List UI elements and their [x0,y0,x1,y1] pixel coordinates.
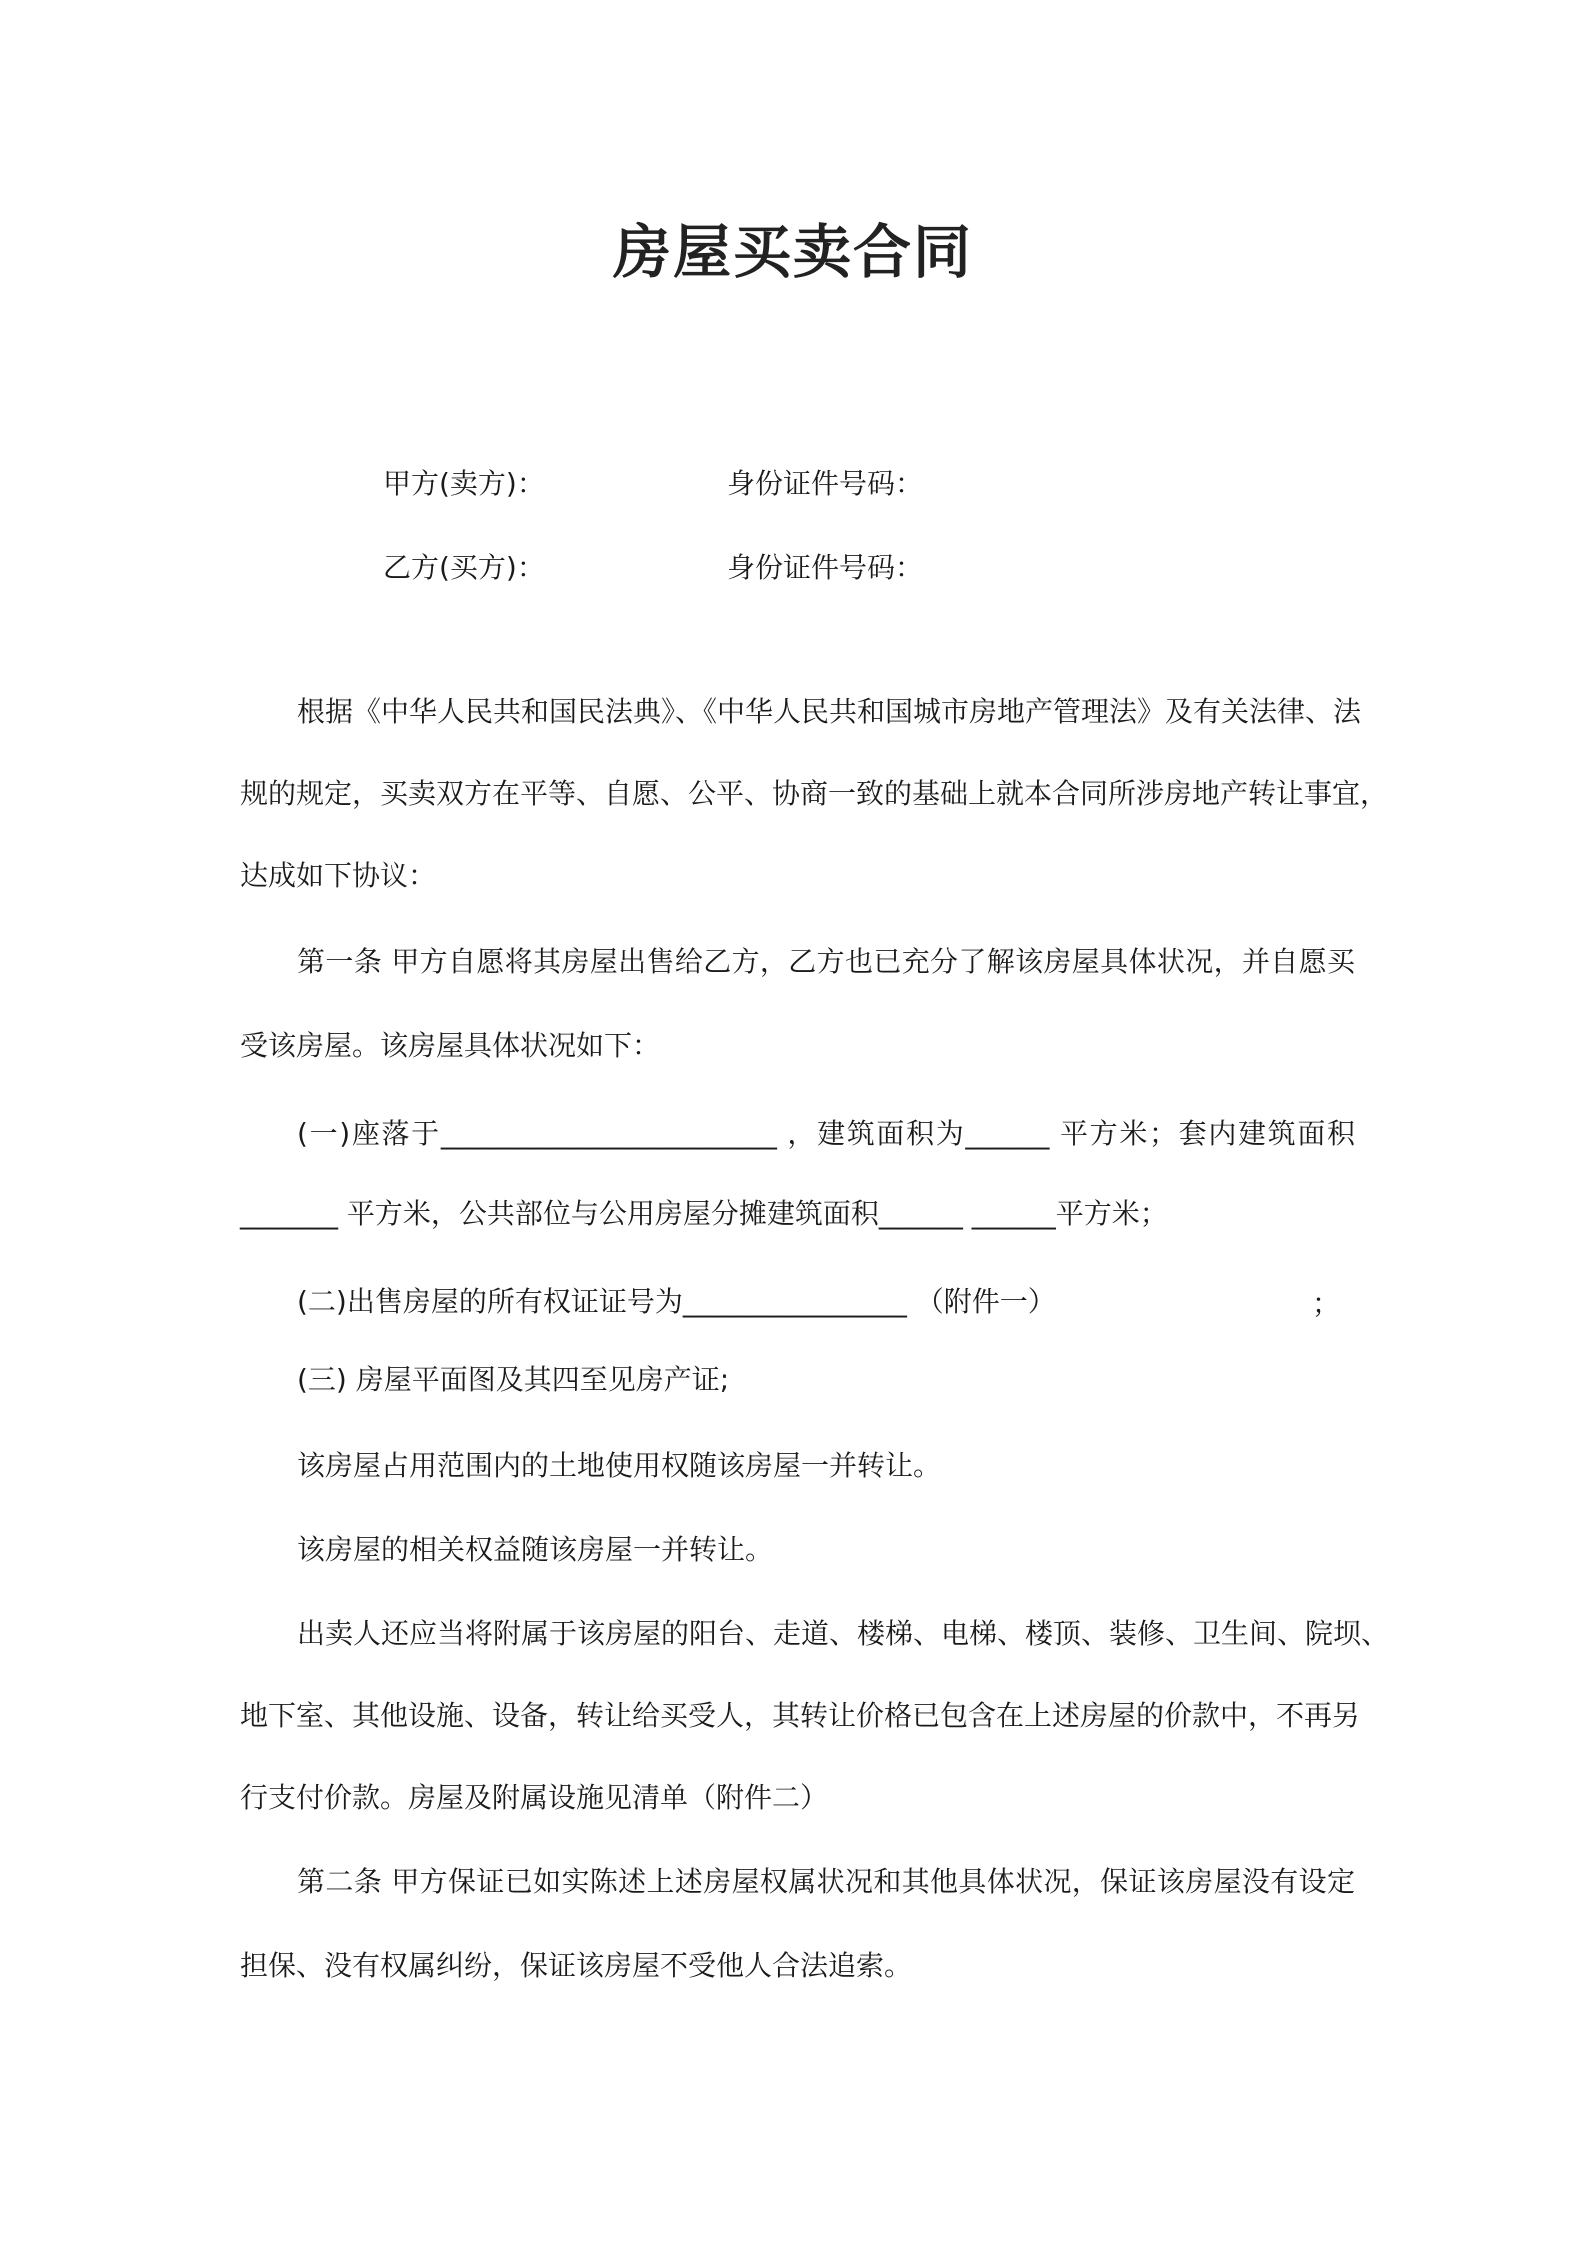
contract-title: 房屋买卖合同 [612,218,973,286]
rights-line: 该房屋的相关权益随该房屋一并转让。 [297,1533,774,1566]
land-use-line: 该房屋占用范围内的土地使用权随该房屋一并转让。 [297,1449,942,1482]
item-1-line-2: _______ 平方米，公共部位与公用房屋分摊建筑面积______ ______平方米； [240,1197,1168,1230]
fixtures-line-1: 出卖人还应当将附属于该房屋的阳台、走道、楼梯、电梯、楼顶、装修、卫生间、院坝、 [297,1617,1390,1650]
item-2-line: (二)出售房屋的所有权证证号为________________ （附件一） [297,1285,1056,1318]
article-2-line-2: 担保、没有权属纠纷，保证该房屋不受他人合法追索。 [240,1949,913,1982]
seller-label: 甲方(卖方)： [383,467,545,500]
buyer-id-label: 身份证件号码： [727,551,924,584]
article-1-line-2: 受该房屋。该房屋具体状况如下： [240,1029,661,1062]
item-1-line-1: (一)座落于________________________ ，建筑面积为______ 平方米；套内建筑面积 [297,1117,1355,1150]
fixtures-line-3: 行支付价款。房屋及附属设施见清单（附件二） [240,1781,829,1814]
item-2-semicolon: ； [1312,1287,1341,1320]
fixtures-line-2: 地下室、其他设施、设备，转让给买受人，其转让价格已包含在上述房屋的价款中，不再另 [240,1699,1361,1732]
buyer-label: 乙方(买方)： [383,551,545,584]
item-3-line: (三) 房屋平面图及其四至见房产证; [297,1363,730,1396]
preamble-line-2: 规的规定，买卖双方在平等、自愿、公平、协商一致的基础上就本合同所涉房地产转让事宜， [240,777,1389,810]
article-1-line-1: 第一条 甲方自愿将其房屋出售给乙方，乙方也已充分了解该房屋具体状况，并自愿买 [297,945,1355,978]
seller-id-label: 身份证件号码： [727,467,924,500]
article-2-line-1: 第二条 甲方保证已如实陈述上述房屋权属状况和其他具体状况，保证该房屋没有设定 [297,1865,1355,1898]
preamble-line-3: 达成如下协议： [240,859,437,892]
preamble-line-1: 根据《中华人民共和国民法典》、《中华人民共和国城市房地产管理法》及有关法律、法 [297,695,1362,728]
